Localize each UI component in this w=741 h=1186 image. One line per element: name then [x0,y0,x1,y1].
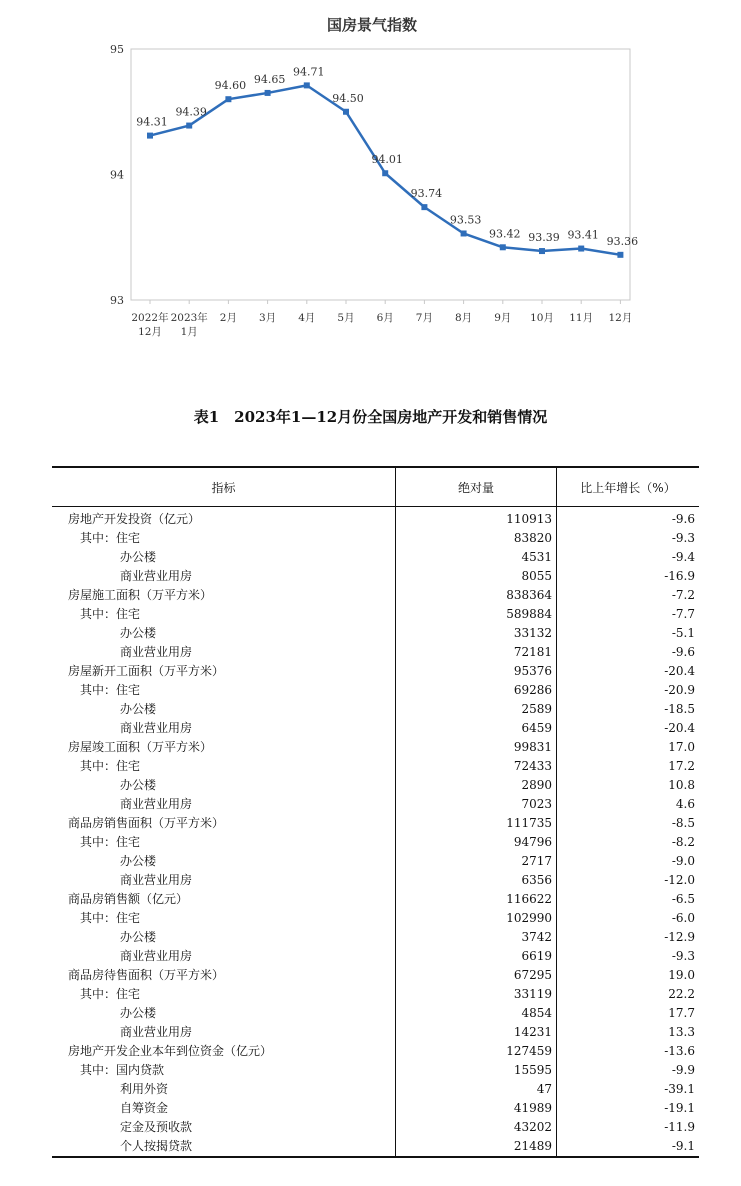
data-point [265,90,271,96]
row-label: 房屋施工面积（万平方米） [68,588,213,602]
data-label: 94.71 [293,65,325,79]
data-label: 94.65 [253,72,286,86]
row-label: 办公楼 [120,778,157,792]
table-row [52,662,699,681]
row-value: 33132 [396,624,557,643]
data-point [578,246,584,252]
data-point [617,252,623,258]
row-growth: 19.0 [557,966,700,985]
row-value: 47 [396,1080,557,1099]
x-tick-label: 3月 [259,312,277,324]
table-row [52,871,699,890]
x-tick-label: 7月 [415,312,433,324]
table-row [52,507,699,530]
table-row [52,795,699,814]
row-label: 自筹资金 [120,1101,169,1115]
table-row [52,1099,699,1118]
data-point [225,96,231,102]
line-chart [0,0,741,360]
row-value: 6619 [396,947,557,966]
row-value: 2890 [396,776,557,795]
row-growth: -6.5 [557,890,700,909]
row-growth: -7.7 [557,605,700,624]
row-value: 21489 [396,1137,557,1157]
table-row [52,852,699,871]
data-point [343,109,349,115]
table-row [52,719,699,738]
data-label: 93.39 [528,231,560,245]
data-label: 94.60 [214,79,247,93]
table-row [52,1004,699,1023]
data-label: 93.41 [567,228,599,242]
table-row [52,833,699,852]
row-label: 其中：住宅 [80,987,141,1001]
row-growth: -18.5 [557,700,700,719]
row-growth: 10.8 [557,776,700,795]
row-label: 其中：国内贷款 [80,1063,165,1077]
row-value: 6459 [396,719,557,738]
row-value: 69286 [396,681,557,700]
row-value: 67295 [396,966,557,985]
data-label: 93.42 [489,227,521,241]
row-growth: -12.0 [557,871,700,890]
row-growth: 17.0 [557,738,700,757]
data-point [539,248,545,254]
row-label: 办公楼 [120,854,157,868]
row-label: 其中：住宅 [80,911,141,925]
row-value: 99831 [396,738,557,757]
table-row [52,738,699,757]
row-growth: 17.2 [557,757,700,776]
row-label: 房屋竣工面积（万平方米） [68,740,213,754]
row-growth: -9.6 [557,643,700,662]
table-row [52,890,699,909]
row-label: 其中：住宅 [80,607,141,621]
row-label: 其中：住宅 [80,683,141,697]
row-label: 其中：住宅 [80,759,141,773]
row-growth: -8.5 [557,814,700,833]
row-value: 2717 [396,852,557,871]
row-value: 94796 [396,833,557,852]
row-label: 利用外资 [120,1082,169,1096]
row-label: 其中：住宅 [80,531,141,545]
row-growth: -5.1 [557,624,700,643]
table-row [52,529,699,548]
row-value: 111735 [396,814,557,833]
row-value: 589884 [396,605,557,624]
table-row [52,1042,699,1061]
row-growth: -19.1 [557,1099,700,1118]
row-label: 房屋新开工面积（万平方米） [68,664,225,678]
row-label: 办公楼 [120,1006,157,1020]
x-tick-label: 2月 [219,312,237,324]
x-tick-label: 9月 [494,312,512,324]
data-label: 94.39 [175,105,207,119]
table-row [52,966,699,985]
chart-title: 国房景气指数 [326,16,418,34]
table-row [52,548,699,567]
row-growth: -7.2 [557,586,700,605]
row-value: 2589 [396,700,557,719]
x-tick-label: 2023年 [170,312,208,324]
row-label: 办公楼 [120,626,157,640]
row-value: 3742 [396,928,557,947]
row-label: 房地产开发投资（亿元） [68,512,201,526]
row-growth: -9.4 [557,548,700,567]
row-value: 14231 [396,1023,557,1042]
row-growth: -20.9 [557,681,700,700]
row-label: 商品房待售面积（万平方米） [68,968,225,982]
table-row [52,985,699,1004]
row-label: 办公楼 [120,930,157,944]
data-label: 94.50 [332,91,364,105]
row-growth: -9.6 [557,507,700,530]
row-value: 116622 [396,890,557,909]
row-growth: 22.2 [557,985,700,1004]
row-label: 商业营业用房 [120,1025,193,1039]
row-label: 其中：住宅 [80,835,141,849]
table-row [52,643,699,662]
row-value: 43202 [396,1118,557,1137]
row-value: 102990 [396,909,557,928]
table-row [52,1023,699,1042]
series-line [150,85,620,254]
row-value: 15595 [396,1061,557,1080]
table-header-row [52,467,699,507]
row-label: 个人按揭贷款 [52,1137,396,1157]
row-growth: -16.9 [557,567,700,586]
data-labels [136,65,638,247]
row-growth: 4.6 [557,795,700,814]
table-row [52,586,699,605]
data-point [421,204,427,210]
row-label: 商业营业用房 [120,721,193,735]
row-label: 商业营业用房 [120,949,193,963]
row-value: 6356 [396,871,557,890]
header-absolute: 绝对量 [396,467,557,507]
table-row [52,776,699,795]
x-tick-label: 2022年 [131,312,169,324]
row-value: 83820 [396,529,557,548]
row-label: 房地产开发企业本年到位资金（亿元） [68,1044,273,1058]
header-indicator: 指标 [52,467,396,507]
row-label: 定金及预收款 [120,1120,193,1134]
header-growth: 比上年增长（%） [557,467,700,507]
table-row [52,928,699,947]
row-label: 商品房销售额（亿元） [68,892,189,906]
row-value: 41989 [396,1099,557,1118]
row-value: 4531 [396,548,557,567]
row-label: 商业营业用房 [120,645,193,659]
x-tick-label: 11月 [569,312,594,324]
row-value: 110913 [396,507,557,530]
row-growth: -9.3 [557,529,700,548]
row-value: 33119 [396,985,557,1004]
x-tick-label: 5月 [337,312,355,324]
x-tick-label: 10月 [530,312,554,324]
row-label: 办公楼 [120,550,157,564]
row-growth: -9.3 [557,947,700,966]
row-growth: -12.9 [557,928,700,947]
row-label: 商业营业用房 [120,797,193,811]
row-value: 95376 [396,662,557,681]
row-growth: -13.6 [557,1042,700,1061]
x-tick-label: 12月 [138,326,162,338]
data-label: 94.01 [371,153,403,167]
table-row [52,814,699,833]
row-value: 7023 [396,795,557,814]
row-label: 商业营业用房 [120,569,193,583]
data-point [382,170,388,176]
table-row [52,1061,699,1080]
data-point [147,133,153,139]
y-tick-label: 94 [110,168,124,182]
row-growth: 17.7 [557,1004,700,1023]
data-label: 93.36 [606,234,639,248]
table-row [52,1080,699,1099]
table-row [52,605,699,624]
row-value: 127459 [396,1042,557,1061]
row-value: 838364 [396,586,557,605]
table-row [52,1137,699,1157]
table-row [52,681,699,700]
table-row [52,624,699,643]
row-label: 办公楼 [120,702,157,716]
row-growth: -20.4 [557,662,700,681]
row-value: 4854 [396,1004,557,1023]
data-point [500,244,506,250]
row-growth: -6.0 [557,909,700,928]
row-growth: -9.1 [557,1137,700,1157]
row-growth: -9.9 [557,1061,700,1080]
row-value: 8055 [396,567,557,586]
x-tick-label: 1月 [180,326,198,338]
y-axis [110,43,124,307]
row-label: 商业营业用房 [120,873,193,887]
data-point [304,82,310,88]
row-label: 商品房销售面积（万平方米） [68,816,225,830]
x-tick-label: 6月 [376,312,394,324]
table-row [52,567,699,586]
data-label: 93.53 [449,213,482,227]
x-tick-label: 12月 [608,312,633,324]
data-label: 93.74 [410,187,443,201]
data-label: 94.31 [136,115,168,129]
table-row [52,757,699,776]
row-value: 72181 [396,643,557,662]
table-row [52,909,699,928]
table-row [52,1118,699,1137]
row-growth: -8.2 [557,833,700,852]
row-growth: -9.0 [557,852,700,871]
x-tick-label: 8月 [455,312,473,324]
plot-area [131,49,630,300]
row-growth: 13.3 [557,1023,700,1042]
table-row [52,947,699,966]
table-row [52,700,699,719]
x-axis [131,300,632,338]
y-tick-label: 95 [110,43,124,56]
row-growth: -11.9 [557,1118,700,1137]
data-table [52,466,699,1158]
row-growth: -20.4 [557,719,700,738]
row-growth: -39.1 [557,1080,700,1099]
x-tick-label: 4月 [298,312,316,324]
table-title: 表1 2023年1—12月份全国房地产开发和销售情况 [193,408,548,426]
row-value: 72433 [396,757,557,776]
data-point [186,123,192,129]
data-point [461,230,467,236]
y-tick-label: 93 [110,294,124,307]
